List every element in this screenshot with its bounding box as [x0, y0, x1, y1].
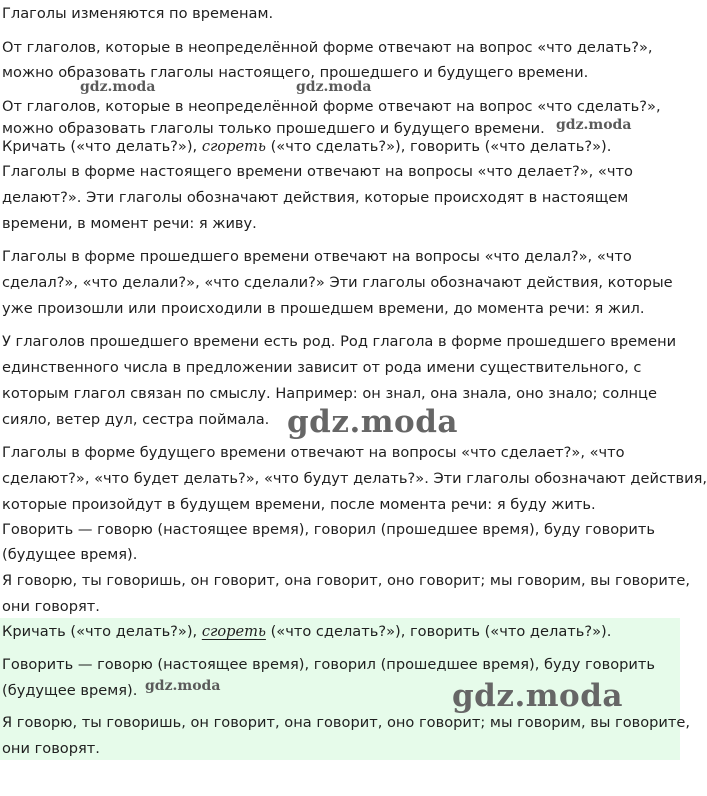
watermark: gdz.moda: [296, 79, 372, 95]
text-line: они говорят.: [2, 598, 100, 615]
text-line: которые произойдут в будущем времени, после момента речи: я буду жить.: [2, 496, 596, 513]
text-line: Говорить — говорю (настоящее время), говорил (прошедшее время), буду говорить: [2, 521, 655, 538]
watermark: gdz.moda: [287, 404, 458, 440]
answer-line: Говорить — говорю (настоящее время), говорил (прошедшее время), буду говорить: [2, 656, 655, 673]
answer-word: сгореть: [201, 623, 266, 640]
text-line: сделают?», «что будет делать?», «что будут делать?». Эти глаголы обозначают действия,: [2, 470, 707, 487]
text-line: У глаголов прошедшего времени есть род. Род глагола в форме прошедшего времени: [2, 333, 677, 350]
text-line: Глаголы в форме прошедшего времени отвечают на вопросы «что делал?», «что: [2, 248, 632, 265]
text-line: От глаголов, которые в неопределённой форме отвечают на вопрос «что делать?»,: [2, 39, 653, 56]
text-line: Глаголы в форме настоящего времени отвечают на вопросы «что делает?», «что: [2, 163, 633, 180]
text-line: Глаголы изменяются по временам.: [2, 5, 274, 22]
example-line: [2, 137, 611, 157]
text-line: От глаголов, которые в неопределённой форме отвечают на вопрос «что сделать?»,: [2, 98, 661, 115]
text-line: можно образовать глаголы только прошедшего и будущего времени.: [2, 120, 545, 137]
text-line: времени, в момент речи: я живу.: [2, 215, 257, 232]
text-line: сияло, ветер дул, сестра поймала.: [2, 411, 270, 428]
answer-line: они говорят.: [2, 740, 100, 757]
text-line: уже произошли или происходили в прошедшем времени, до момента речи: я жил.: [2, 300, 645, 317]
text-line: сделал?», «что делали?», «что сделали?» Эти глаголы обозначают действия, которые: [2, 274, 673, 291]
watermark: gdz.moda: [80, 79, 156, 95]
answer-text: Кричать («что делать?»),: [2, 623, 202, 640]
watermark: gdz.moda: [452, 678, 623, 714]
answer-example-line: [2, 622, 611, 642]
example-text: («что сделать?»), говорить («что делать?»).: [265, 138, 612, 155]
answer-line: Я говорю, ты говоришь, он говорит, она говорит, оно говорит; мы говорим, вы говорите,: [2, 714, 691, 731]
text-line: единственного числа в предложении зависит от рода имени существительного, с: [2, 359, 642, 376]
text-line: которым глагол связан по смыслу. Например: он знал, она знала, оно знало; солнце: [2, 385, 657, 402]
text-line: (будущее время).: [2, 546, 138, 563]
answer-line: (будущее время).: [2, 682, 138, 699]
text-line: делают?». Эти глаголы обозначают действия, которые происходят в настоящем: [2, 189, 629, 206]
watermark: gdz.moda: [556, 117, 632, 133]
example-text: Кричать («что делать?»),: [2, 138, 202, 155]
text-line: Я говорю, ты говоришь, он говорит, она говорит, оно говорит; мы говорим, вы говорите,: [2, 572, 691, 589]
text-line: можно образовать глаголы настоящего, прошедшего и будущего времени.: [2, 64, 589, 81]
example-word: сгореть: [201, 138, 266, 155]
answer-text: («что сделать?»), говорить («что делать?»).: [265, 623, 612, 640]
text-line: Глаголы в форме будущего времени отвечают на вопросы «что сделает?», «что: [2, 444, 625, 461]
watermark: gdz.moda: [145, 678, 221, 694]
